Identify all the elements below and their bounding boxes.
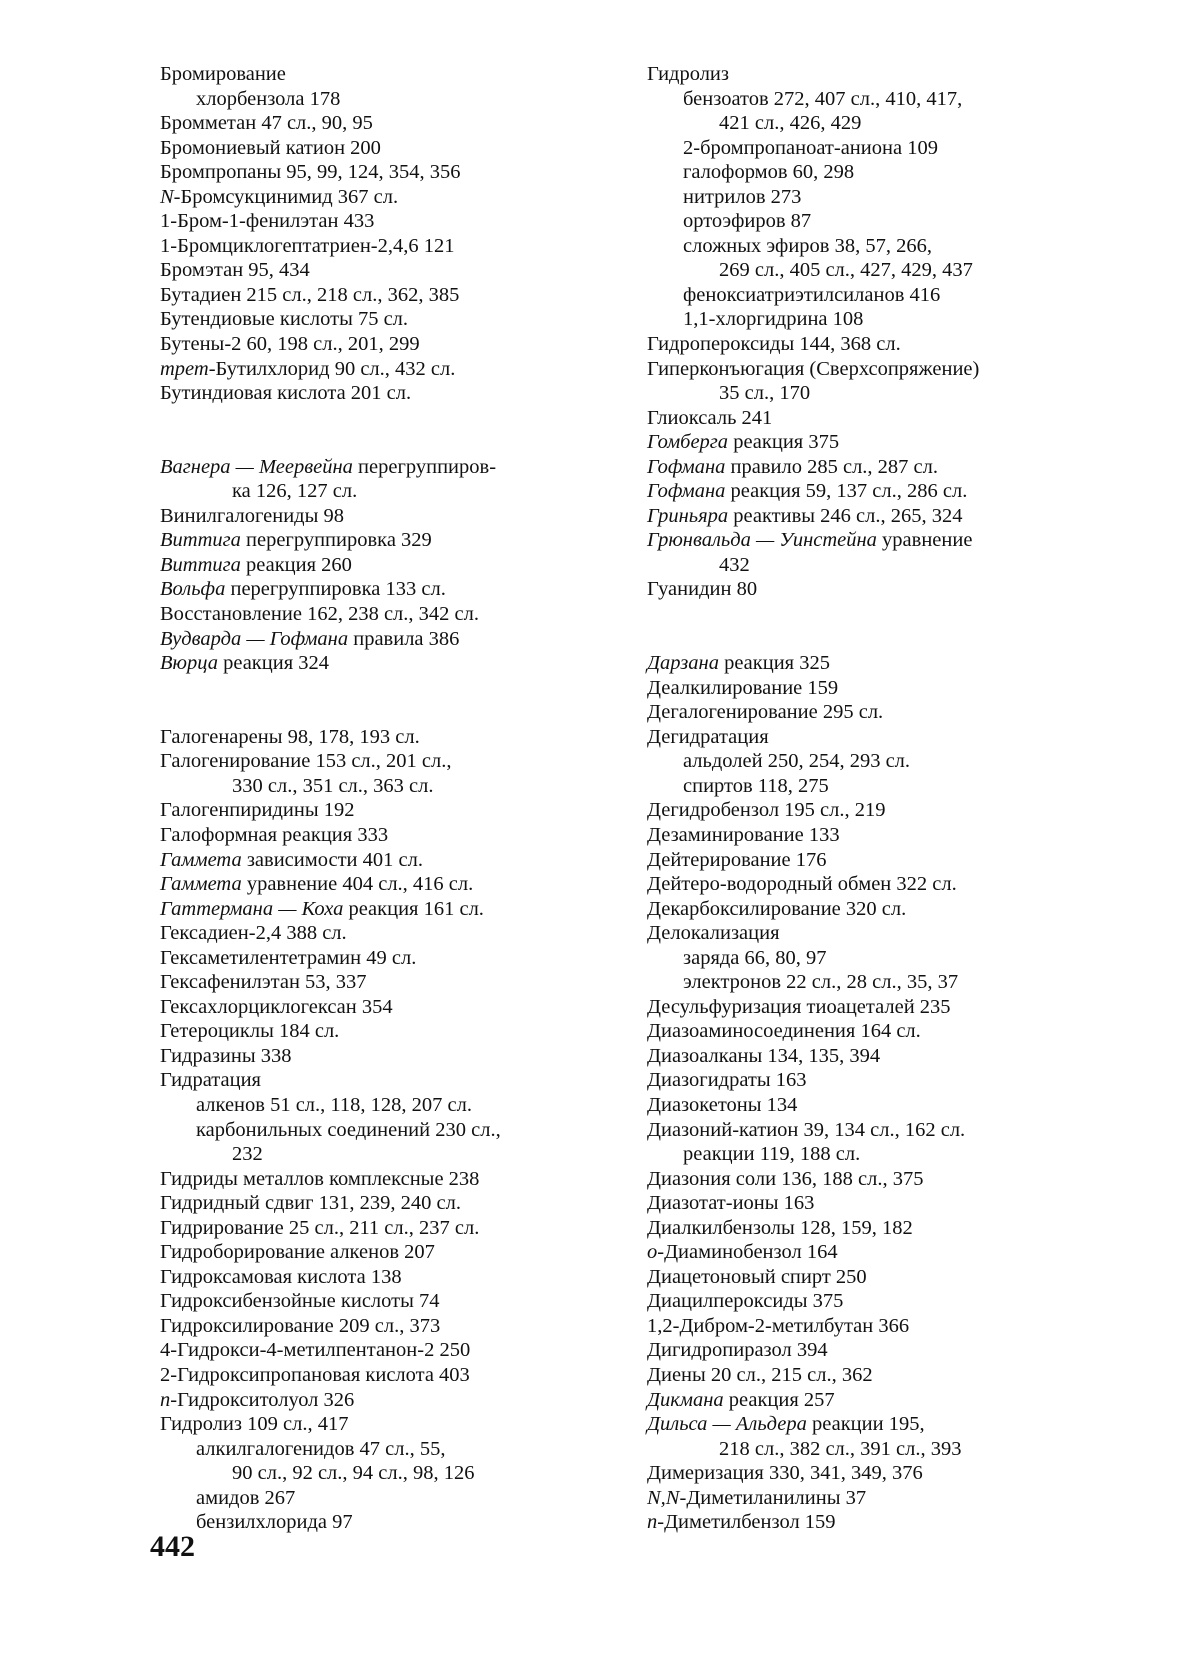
index-subentry: 1,1-хлоргидрина 108 xyxy=(683,308,864,331)
index-entry: 4-Гидрокси-4-метилпентанон-2 250 xyxy=(160,1339,471,1362)
section-gap xyxy=(160,700,610,725)
index-entry: Гуанидин 80 xyxy=(647,578,758,601)
index-entry: n-Диметилбензол 159 xyxy=(647,1511,836,1534)
index-entry: Галоформная реакция 333 xyxy=(160,823,389,846)
index-entry: Диазония соли 136, 188 сл., 375 xyxy=(647,1167,924,1190)
index-subentry: альдолей 250, 254, 293 сл. xyxy=(683,750,911,773)
index-entry: Галогенарены 98, 178, 193 сл. xyxy=(160,725,420,748)
index-entry: Гидроксибензойные кислоты 74 xyxy=(160,1290,440,1313)
index-entry: Дегидратация xyxy=(647,725,769,748)
index-subentry: электронов 22 сл., 28 сл., 35, 37 xyxy=(683,971,959,994)
index-entry: Гексадиен-2,4 388 сл. xyxy=(160,922,347,945)
index-entry: Вольфа перегруппировка 133 сл. xyxy=(160,578,446,601)
index-entry: Дикмана реакция 257 xyxy=(647,1388,835,1411)
index-entry: Виттига перегруппировка 329 xyxy=(160,529,432,552)
index-entry: Декарбоксилирование 320 сл. xyxy=(647,897,907,920)
index-subentry: карбонильных соединений 230 сл., xyxy=(196,1118,501,1141)
index-entry: Диацилпероксиды 375 xyxy=(647,1290,844,1313)
index-entry: Бромпропаны 95, 99, 124, 354, 356 xyxy=(160,161,461,184)
index-entry: Восстановление 162, 238 сл., 342 сл. xyxy=(160,603,479,626)
index-entry: Гидролиз xyxy=(647,63,729,85)
index-entry: Дегидробензол 195 сл., 219 xyxy=(647,799,886,822)
index-entry: Бромирование xyxy=(160,63,286,85)
index-entry: Грюнвальда — Уинстейна уравнение xyxy=(647,529,973,552)
index-entry: Диазоаминосоединения 164 сл. xyxy=(647,1020,921,1043)
index-entry: Диены 20 сл., 215 сл., 362 xyxy=(647,1363,873,1386)
index-entry: Гаттермана — Коха реакция 161 сл. xyxy=(160,897,484,920)
index-entry: Гидролиз 109 сл., 417 xyxy=(160,1413,349,1436)
index-entry: Диацетоновый спирт 250 xyxy=(647,1265,867,1288)
index-entry: Дейтеро-водородный обмен 322 сл. xyxy=(647,873,957,896)
index-entry: Делокализация xyxy=(647,922,780,945)
index-subentry: 421 сл., 426, 429 xyxy=(719,112,862,135)
index-entry: Гомберга реакция 375 xyxy=(647,431,840,454)
index-entry: Гидроборирование алкенов 207 xyxy=(160,1241,435,1264)
index-entry: Диазоний-катион 39, 134 сл., 162 сл. xyxy=(647,1118,966,1141)
page-number: 442 xyxy=(150,1530,195,1563)
index-entry: Диазотат-ионы 163 xyxy=(647,1192,815,1215)
index-entry: Гидрирование 25 сл., 211 сл., 237 сл. xyxy=(160,1216,480,1239)
index-entry: Гексахлорциклогексан 354 xyxy=(160,995,393,1018)
index-subentry: реакции 119, 188 сл. xyxy=(683,1143,861,1166)
index-entry: Бромэтан 95, 434 xyxy=(160,259,310,282)
index-column-right xyxy=(647,62,1107,1535)
index-entry: Гиперконъюгация (Сверхсопряжение) xyxy=(647,357,980,380)
index-entry: Гексаметилентетрамин 49 сл. xyxy=(160,946,417,969)
index-entry: 1-Бромциклогептатриен-2,4,6 121 xyxy=(160,234,455,257)
index-entry: Бутены-2 60, 198 сл., 201, 299 xyxy=(160,333,420,356)
index-entry: Гидразины 338 xyxy=(160,1044,292,1067)
index-entry: Гофмана реакция 59, 137 сл., 286 сл. xyxy=(647,480,968,503)
index-subentry: 218 сл., 382 сл., 391 сл., 393 xyxy=(719,1437,962,1460)
section-gap xyxy=(160,676,610,701)
index-entry: Дейтерирование 176 xyxy=(647,848,827,871)
index-entry: трет-Бутилхлорид 90 сл., 432 сл. xyxy=(160,357,456,380)
index-subentry: 232 xyxy=(232,1143,263,1166)
index-entry: Дарзана реакция 325 xyxy=(647,652,830,675)
index-entry: Деалкилирование 159 xyxy=(647,676,839,699)
index-entry: Гетероциклы 184 сл. xyxy=(160,1020,340,1043)
index-entry: 1,2-Дибром-2-метилбутан 366 xyxy=(647,1314,910,1337)
index-entry: Гидратация xyxy=(160,1069,261,1092)
index-entry: Гексафенилэтан 53, 337 xyxy=(160,971,367,994)
section-gap xyxy=(647,627,1107,652)
index-subentry: феноксиатриэтилсиланов 416 xyxy=(683,283,941,306)
index-entry: Гаммета уравнение 404 сл., 416 сл. xyxy=(160,873,474,896)
index-subentry: алкилгалогенидов 47 сл., 55, xyxy=(196,1437,446,1460)
index-subentry: хлорбензола 178 xyxy=(196,87,341,110)
index-entry: Дезаминирование 133 xyxy=(647,823,840,846)
index-entry: Галогенирование 153 сл., 201 сл., xyxy=(160,750,452,773)
index-entry: n-Гидрокситолуол 326 xyxy=(160,1388,355,1411)
index-entry: Бутендиовые кислоты 75 сл. xyxy=(160,308,409,331)
index-entry: N,N-Диметиланилины 37 xyxy=(647,1486,867,1509)
index-subentry: 90 сл., 92 сл., 94 сл., 98, 126 xyxy=(232,1462,475,1485)
index-entry: Гаммета зависимости 401 сл. xyxy=(160,848,423,871)
index-entry: 2-Гидроксипропановая кислота 403 xyxy=(160,1363,470,1386)
index-subentry: 432 xyxy=(719,553,750,576)
index-entry: Дигидропиразол 394 xyxy=(647,1339,828,1362)
index-entry: Димеризация 330, 341, 349, 376 xyxy=(647,1462,923,1485)
index-entry: Гидридный сдвиг 131, 239, 240 сл. xyxy=(160,1192,462,1215)
index-subentry: амидов 267 xyxy=(196,1486,296,1509)
index-entry: Диазогидраты 163 xyxy=(647,1069,807,1092)
index-subentry: 2-бромпропаноат-аниона 109 xyxy=(683,136,938,159)
index-entry: N-Бромсукцинимид 367 сл. xyxy=(160,185,399,208)
index-entry: Десульфуризация тиоацеталей 235 xyxy=(647,995,951,1018)
index-subentry: спиртов 118, 275 xyxy=(683,774,829,797)
index-column-left xyxy=(160,62,610,1535)
index-subentry: ортоэфиров 87 xyxy=(683,210,812,233)
index-entry: 1-Бром-1-фенилэтан 433 xyxy=(160,210,375,233)
section-gap xyxy=(160,430,610,455)
index-subentry: бензилхлорида 97 xyxy=(196,1511,353,1534)
index-entry: Бромониевый катион 200 xyxy=(160,136,381,159)
index-entry: Винилгалогениды 98 xyxy=(160,504,344,527)
index-entry: Гофмана правило 285 сл., 287 сл. xyxy=(647,455,938,478)
index-entry: Бромметан 47 сл., 90, 95 xyxy=(160,112,373,135)
index-subentry: алкенов 51 сл., 118, 128, 207 сл. xyxy=(196,1093,472,1116)
index-entry: Диалкилбензолы 128, 159, 182 xyxy=(647,1216,913,1239)
section-gap xyxy=(647,602,1107,627)
index-subentry: нитрилов 273 xyxy=(683,185,802,208)
section-gap xyxy=(160,406,610,431)
index-subentry: ка 126, 127 сл. xyxy=(232,480,358,503)
index-subentry: сложных эфиров 38, 57, 266, xyxy=(683,234,932,257)
index-entry: Вагнера — Меервейна перегруппиров- xyxy=(160,455,497,478)
index-subentry: заряда 66, 80, 97 xyxy=(683,946,827,969)
index-subentry: 330 сл., 351 сл., 363 сл. xyxy=(232,774,434,797)
index-entry: Виттига реакция 260 xyxy=(160,553,352,576)
index-entry: Гидроксамовая кислота 138 xyxy=(160,1265,402,1288)
index-subentry: 35 сл., 170 xyxy=(719,382,811,405)
index-entry: о-Диаминобензол 164 xyxy=(647,1241,838,1264)
index-entry: Вудварда — Гофмана правила 386 xyxy=(160,627,460,650)
index-entry: Диазокетоны 134 xyxy=(647,1093,798,1116)
index-entry: Галогенпиридины 192 xyxy=(160,799,355,822)
index-entry: Гидропероксиды 144, 368 сл. xyxy=(647,333,901,356)
index-subentry: бензоатов 272, 407 сл., 410, 417, xyxy=(683,87,963,110)
index-subentry: галоформов 60, 298 xyxy=(683,161,855,184)
index-entry: Гидроксилирование 209 сл., 373 xyxy=(160,1314,441,1337)
index-entry: Гриньяра реактивы 246 сл., 265, 324 xyxy=(647,504,963,527)
index-subentry: 269 сл., 405 сл., 427, 429, 437 xyxy=(719,259,973,282)
index-entry: Диазоалканы 134, 135, 394 xyxy=(647,1044,881,1067)
index-entry: Дегалогенирование 295 сл. xyxy=(647,701,884,724)
index-entry: Бутадиен 215 сл., 218 сл., 362, 385 xyxy=(160,283,460,306)
index-entry: Бутиндиовая кислота 201 сл. xyxy=(160,382,412,405)
index-entry: Гидриды металлов комплексные 238 xyxy=(160,1167,480,1190)
index-entry: Вюрца реакция 324 xyxy=(160,652,330,675)
index-entry: Дильса — Альдера реакции 195, xyxy=(647,1413,925,1436)
index-entry: Глиоксаль 241 xyxy=(647,406,773,429)
